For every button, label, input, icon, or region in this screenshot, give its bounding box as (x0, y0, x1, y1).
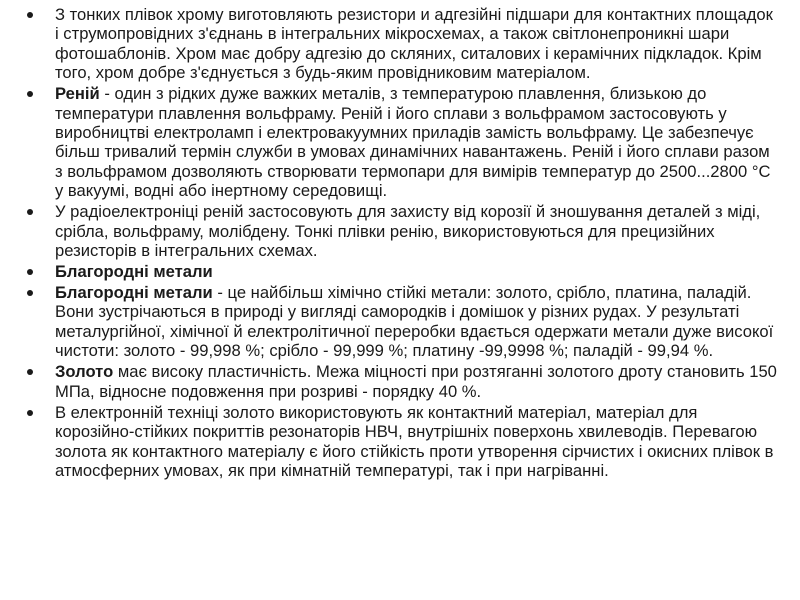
paragraph-text: В електронній техніці золото використовують як контактний матеріал, матеріал для корозійно-стійких покриттів резонаторів НВЧ, внутрішніх поверхонь хвилеводів. Перевагою золота як контактного матеріалу є його стійкість проти утворення сірчистих і окисних плівок в атмосферних умовах, як при кімнатній температурі, так і при нагріванні. (55, 402, 774, 480)
paragraph-text: З тонких плівок хрому виготовляють резистори и адгезійні підшари для контактних площадок і струмопровідних з'єднань в інтегральних мікросхемах, а також світлонепроникні шари фотошаблонів. Хром має добру адгезію до скляних, ситалових і керамічних підкладок. Крім того, хром добре з'єднується з будь-яким провідниковим матеріалом. (55, 5, 773, 83)
section-heading-noble-metals (24, 262, 778, 281)
paragraph-noble-metals (24, 283, 778, 361)
paragraph-gold-uses (24, 403, 778, 481)
bullet-icon (27, 369, 33, 375)
paragraph-chrome (24, 5, 778, 83)
paragraph-text: - це найбільш хімічно стійкі метали: золото, срібло, платина, паладій. Вони зустрічаються в природі у вигляді самородків і домішок у різних рудах. У результаті металургійної, хімічної й електролітичної переробки вдається одержати метали дуже високої чистоти: золото - 99,998 %; срібло - 99,999 %; платину -99,9998 %; паладій - 99,94 %. (55, 283, 774, 361)
bullet-icon (27, 91, 33, 97)
term-rhenium: Реній (55, 84, 100, 104)
section-heading: Благородні метали (55, 262, 213, 282)
term-noble-metals: Благородні метали (55, 283, 213, 303)
paragraph-gold (24, 362, 778, 401)
paragraph-text: має високу пластичність. Межа міцності при розтяганні золотого дроту становить 150 МПа, відносне подовження при розриві - порядку 40 %. (55, 362, 777, 401)
bullet-icon (27, 12, 33, 18)
bullet-icon (27, 209, 33, 215)
bullet-list (24, 5, 778, 480)
paragraph-text: - один з рідких дуже важких металів, з температурою плавлення, близькою до температури плавлення вольфраму. Реній і його сплави з вольфрамом застосовують у виробництві електроламп і електровакуумних приладів замість вольфраму. Це забезпечує більш тривалий термін служби в умовах динамічних навантажень. Реній і його сплави разом з вольфрамом дозволяють створювати термопари для вимірів температур до 2500...2800 °С у вакуумі, водні або інертному середовищі. (55, 84, 771, 201)
bullet-icon (27, 269, 33, 275)
paragraph-text: У радіоелектроніці реній застосовують для захисту від корозії й зношування деталей з міді, срібла, вольфраму, молібдену. Тонкі плівки ренію, використовуються для прецизійних резисторів в інтегральних схемах. (55, 202, 761, 261)
bullet-icon (27, 290, 33, 296)
paragraph-rhenium-uses (24, 202, 778, 260)
term-gold: Золото (55, 362, 114, 382)
paragraph-rhenium (24, 84, 778, 200)
bullet-icon (27, 410, 33, 416)
